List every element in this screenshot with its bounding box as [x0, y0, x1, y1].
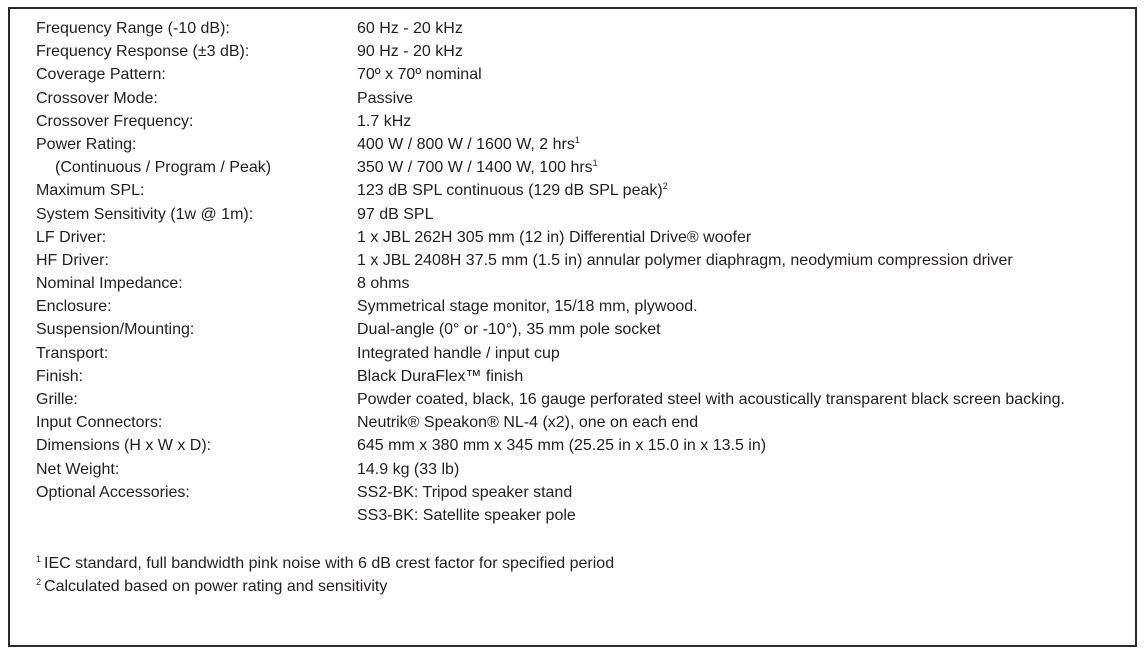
footnote-mark: 1: [36, 554, 42, 564]
spec-label: Nominal Impedance:: [36, 275, 183, 293]
spec-row-crossover-mode: [36, 87, 1136, 110]
footnote-text: IEC standard, full bandwidth pink noise with 6 dB crest factor for specified period: [44, 555, 615, 572]
spec-value: Dual-angle (0° or -10°), 35 mm pole socket: [357, 321, 661, 339]
spec-row-nominal-impedance: [36, 272, 1136, 295]
spec-row-suspension-mounting: [36, 318, 1136, 341]
spec-value: Neutrik® Speakon® NL-4 (x2), one on each end: [357, 414, 699, 432]
spec-label: Transport:: [36, 344, 109, 362]
spec-value: 400 W / 800 W / 1600 W, 2 hrs$^1$: [357, 134, 580, 153]
specifications-table: [36, 17, 1136, 527]
spec-label: Dimensions (H x W x D):: [36, 437, 212, 455]
spec-label: HF Driver:: [36, 251, 109, 269]
spec-value: 1 x JBL 2408H 37.5 mm (1.5 in) annular polymer diaphragm, neodymium compression driver: [357, 251, 1013, 269]
spec-row-transport: [36, 342, 1136, 365]
spec-label: Frequency Range (-10 dB):: [36, 20, 230, 37]
spec-row-power-rating: [36, 133, 1136, 156]
spec-row-coverage-pattern: [36, 63, 1136, 86]
spec-label: Finish:: [36, 367, 84, 385]
spec-value: 8 ohms: [357, 275, 410, 293]
spec-row-optional-accessories: [36, 481, 1136, 504]
spec-value: 645 mm x 380 mm x 345 mm (25.25 in x 15.0 in x 13.5 in): [357, 437, 767, 455]
spec-value: 1.7 kHz: [357, 112, 412, 130]
spec-label: System Sensitivity (1w @ 1m):: [36, 205, 254, 223]
spec-label: Power Rating:: [36, 135, 137, 153]
spec-label: [36, 504, 357, 527]
spec-value: SS3-BK: Satellite speaker pole: [357, 506, 576, 524]
spec-value: 350 W / 700 W / 1400 W, 100 hrs$^1$: [357, 158, 598, 177]
spec-label: Crossover Frequency:: [36, 112, 194, 130]
spec-row-frequency-response: [36, 40, 1136, 63]
spec-row-system-sensitivity: [36, 203, 1136, 226]
spec-row-maximum-spl: [36, 179, 1136, 202]
spec-row-enclosure: [36, 295, 1136, 318]
spec-row-optional-accessories-2: [36, 504, 1136, 527]
footnote-1: [36, 552, 614, 575]
spec-label: Grille:: [36, 391, 78, 408]
spec-value: Symmetrical stage monitor, 15/18 mm, plywood.: [357, 298, 698, 316]
spec-row-power-rating-continuous: [36, 156, 1136, 179]
spec-label: Optional Accessories:: [36, 483, 190, 501]
spec-row-lf-driver: [36, 226, 1136, 249]
specifications-box: [8, 7, 1137, 647]
spec-row-crossover-frequency: [36, 110, 1136, 133]
spec-value: 60 Hz - 20 kHz: [357, 20, 463, 37]
spec-row-dimensions: [36, 434, 1136, 457]
footnotes: [36, 552, 614, 598]
spec-label: Frequency Response (±3 dB):: [36, 43, 250, 61]
spec-label: Crossover Mode:: [36, 89, 158, 107]
footnote-mark: 2: [36, 577, 42, 587]
footnote-2: [36, 575, 614, 598]
spec-label: Coverage Pattern:: [36, 66, 166, 84]
spec-value: Passive: [357, 89, 414, 107]
spec-value: 97 dB SPL: [357, 205, 434, 223]
spec-value: Integrated handle / input cup: [357, 344, 560, 362]
spec-row-net-weight: [36, 458, 1136, 481]
spec-label: Net Weight:: [36, 460, 120, 478]
spec-label: Suspension/Mounting:: [36, 321, 195, 339]
spec-row-input-connectors: [36, 411, 1136, 434]
spec-row-grille: [36, 388, 1136, 411]
spec-value: Powder coated, black, 16 gauge perforated steel with acoustically transparent black screen backing.: [357, 391, 1065, 408]
spec-label: Maximum SPL:: [36, 182, 145, 200]
spec-value: 90 Hz - 20 kHz: [357, 43, 463, 61]
spec-row-finish: [36, 365, 1136, 388]
spec-value: 1 x JBL 262H 305 mm (12 in) Differential Drive® woofer: [357, 228, 752, 246]
spec-label: LF Driver:: [36, 228, 107, 246]
spec-value: 123 dB SPL continuous (129 dB SPL peak)$^2$: [357, 181, 668, 200]
spec-value: 70º x 70º nominal: [357, 66, 482, 84]
spec-label: Input Connectors:: [36, 414, 163, 432]
spec-row-frequency-range: [36, 17, 1136, 40]
footnote-text: Calculated based on power rating and sensitivity: [44, 578, 388, 595]
spec-label: (Continuous / Program / Peak): [55, 159, 272, 177]
spec-value: SS2-BK: Tripod speaker stand: [357, 483, 573, 501]
spec-value: 14.9 kg (33 lb): [357, 460, 460, 478]
spec-label: Enclosure:: [36, 298, 112, 316]
spec-value: Black DuraFlex™ finish: [357, 367, 524, 385]
spec-row-hf-driver: [36, 249, 1136, 272]
